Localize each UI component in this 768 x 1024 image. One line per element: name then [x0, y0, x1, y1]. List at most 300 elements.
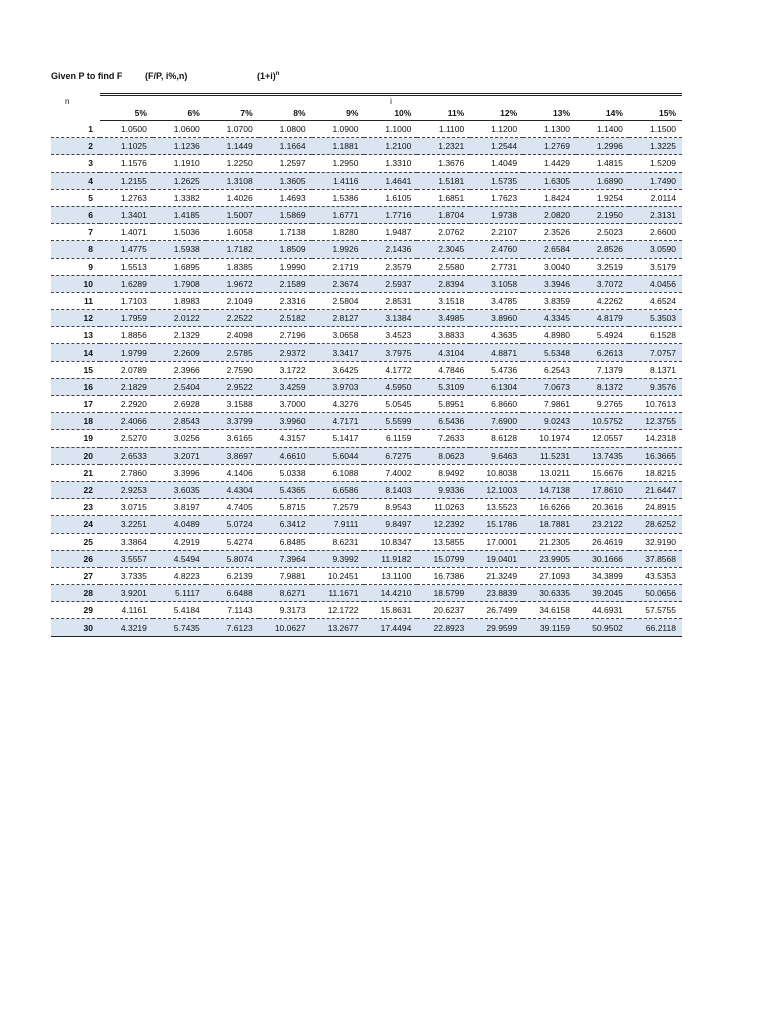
factor-cell: 14.4210	[380, 588, 412, 599]
factor-cell: 3.3864	[120, 536, 147, 547]
factor-cell: 4.1772	[385, 364, 412, 375]
factor-cell: 15.1786	[486, 519, 518, 530]
factor-cell: 1.4429	[544, 158, 571, 169]
table-row	[51, 447, 682, 464]
factor-cell: 3.0040	[544, 261, 571, 272]
factor-cell: 1.4775	[120, 244, 147, 255]
factor-cell: 17.8610	[592, 485, 623, 496]
factor-cell: 6.2613	[596, 347, 623, 358]
factor-cell: 39.1159	[539, 622, 571, 633]
table-body	[51, 121, 682, 637]
factor-cell: 66.2118	[645, 622, 676, 633]
factor-cell: 14.7138	[539, 485, 571, 496]
factor-cell: 1.0800	[279, 124, 306, 135]
factor-cell: 1.5386	[332, 192, 359, 203]
table-row	[51, 292, 682, 309]
factor-cell: 10.2451	[327, 570, 359, 581]
factor-cell: 4.3157	[279, 433, 306, 444]
factor-cell: 57.5755	[645, 605, 676, 616]
period-cell: 8	[88, 244, 93, 255]
factor-cell: 34.6158	[539, 605, 571, 616]
factor-cell: 1.1025	[120, 141, 147, 152]
period-cell: 1	[88, 123, 93, 134]
table-row	[51, 172, 682, 189]
period-cell: 24	[83, 519, 93, 530]
factor-cell: 1.9738	[491, 210, 518, 221]
factor-cell: 4.3276	[332, 399, 359, 410]
factor-cell: 2.2920	[120, 399, 147, 410]
factor-cell: 9.3173	[279, 605, 306, 616]
factor-cell: 6.1088	[332, 467, 359, 478]
period-cell: 23	[83, 502, 93, 513]
factor-cell: 15.0799	[433, 553, 465, 564]
factor-cell: 11.0263	[434, 502, 465, 513]
factor-cell: 1.2100	[385, 141, 412, 152]
factor-cell: 2.3966	[173, 364, 200, 375]
factor-cell: 8.9492	[438, 467, 465, 478]
factor-cell: 5.3503	[650, 313, 676, 324]
period-cell: 16	[83, 381, 93, 392]
factor-cell: 12.0557	[592, 433, 623, 444]
factor-cell: 3.4785	[491, 295, 518, 306]
factor-cell: 3.0715	[120, 502, 147, 513]
factor-cell: 15.6676	[592, 467, 623, 478]
factor-cell: 1.4049	[491, 158, 518, 169]
table-row	[51, 602, 682, 619]
factor-cell: 1.3310	[385, 158, 412, 169]
factor-notation: (F/P, i%,n)	[145, 71, 188, 81]
table-row	[51, 258, 682, 275]
factor-cell: 2.4066	[120, 416, 147, 427]
period-cell: 15	[83, 364, 93, 375]
factor-cell: 2.6533	[120, 450, 147, 461]
factor-cell: 1.2950	[332, 158, 359, 169]
factor-cell: 13.5855	[433, 536, 465, 547]
factor-table-container	[51, 93, 682, 637]
factor-cell: 1.2769	[544, 141, 571, 152]
factor-cell: 2.1589	[279, 278, 306, 289]
factor-cell: 9.0243	[544, 416, 571, 427]
factor-cell: 1.6771	[332, 210, 359, 221]
factor-cell: 3.2519	[596, 261, 623, 272]
factor-cell: 7.2579	[332, 502, 359, 513]
factor-cell: 9.9336	[438, 485, 465, 496]
factor-cell: 3.0590	[650, 244, 676, 255]
factor-cell: 1.8983	[173, 295, 200, 306]
table-row	[51, 413, 682, 430]
factor-cell: 20.6237	[433, 605, 465, 616]
period-cell: 5	[88, 192, 93, 203]
formula-base: (1+i)	[257, 71, 276, 81]
factor-cell: 1.7623	[491, 192, 518, 203]
factor-cell: 6.5436	[438, 416, 465, 427]
factor-cell: 1.9990	[279, 261, 306, 272]
factor-cell: 21.3249	[486, 570, 518, 581]
title-given: Given P to find F	[51, 71, 123, 81]
factor-cell: 2.7860	[120, 467, 147, 478]
factor-cell: 2.0820	[544, 210, 571, 221]
factor-cell: 2.5785	[226, 347, 253, 358]
factor-cell: 5.5599	[385, 416, 412, 427]
factor-cell: 20.3616	[592, 502, 623, 513]
factor-cell: 3.5179	[650, 261, 676, 272]
factor-cell: 3.1384	[385, 313, 412, 324]
factor-cell: 6.8485	[279, 536, 306, 547]
factor-cell: 7.0673	[544, 381, 571, 392]
factor-cell: 4.5950	[385, 381, 412, 392]
factor-cell: 30.1666	[592, 553, 623, 564]
period-cell: 13	[83, 330, 93, 341]
factor-cell: 11.9182	[381, 553, 412, 564]
factor-cell: 1.7103	[120, 295, 147, 306]
factor-cell: 6.2139	[226, 570, 253, 581]
table-row	[51, 327, 682, 344]
factor-cell: 1.5869	[279, 210, 306, 221]
factor-cell: 1.7490	[650, 175, 676, 186]
factor-cell: 1.0500	[120, 124, 147, 135]
factor-cell: 3.1058	[491, 278, 518, 289]
table-row	[51, 619, 682, 636]
factor-cell: 50.9502	[592, 622, 623, 633]
factor-cell: 1.4071	[120, 227, 147, 238]
factor-cell: 1.6305	[544, 175, 571, 186]
factor-cell: 18.7881	[539, 519, 571, 530]
factor-cell: 2.8526	[596, 244, 623, 255]
factor-cell: 13.0211	[539, 467, 571, 478]
factor-cell: 4.3635	[491, 330, 518, 341]
interest-group-header: i	[390, 97, 392, 106]
factor-cell: 1.5735	[491, 175, 518, 186]
factor-cell: 1.0600	[173, 124, 200, 135]
factor-cell: 1.2321	[438, 141, 465, 152]
factor-cell: 23.2122	[592, 519, 623, 530]
factor-cell: 1.1200	[491, 124, 518, 135]
period-cell: 10	[83, 278, 93, 289]
table-row	[51, 224, 682, 241]
factor-cell: 2.1436	[385, 244, 412, 255]
factor-cell: 8.1372	[596, 381, 623, 392]
factor-cell: 3.6165	[226, 433, 253, 444]
factor-cell: 1.3225	[650, 141, 676, 152]
factor-cell: 9.2765	[596, 399, 623, 410]
factor-cell: 1.1400	[596, 124, 623, 135]
factor-cell: 1.9926	[332, 244, 359, 255]
factor-cell: 34.3899	[592, 570, 623, 581]
table-row	[51, 499, 682, 516]
period-cell: 30	[83, 622, 93, 633]
factor-cell: 4.7846	[438, 364, 465, 375]
rate-header: 15%	[629, 107, 682, 121]
factor-cell: 1.6289	[120, 278, 147, 289]
factor-cell: 2.7590	[226, 364, 253, 375]
period-cell: 6	[88, 210, 93, 221]
factor-cell: 3.9703	[332, 381, 359, 392]
period-cell: 7	[88, 227, 93, 238]
factor-cell: 5.1417	[332, 433, 359, 444]
factor-cell: 16.6266	[539, 502, 571, 513]
factor-cell: 2.3579	[385, 261, 412, 272]
table-row	[51, 138, 682, 155]
factor-cell: 1.7138	[279, 227, 306, 238]
factor-cell: 26.7499	[486, 605, 518, 616]
factor-cell: 50.0656	[645, 588, 676, 599]
factor-cell: 3.9960	[279, 416, 306, 427]
period-cell: 17	[83, 399, 93, 410]
rate-header: 14%	[576, 107, 629, 121]
factor-cell: 1.5938	[173, 244, 200, 255]
factor-cell: 1.2763	[120, 192, 147, 203]
factor-cell: 1.1000	[385, 124, 412, 135]
factor-cell: 2.5182	[279, 313, 306, 324]
factor-cell: 1.6890	[596, 175, 623, 186]
factor-cell: 1.3382	[173, 192, 200, 203]
factor-cell: 2.2522	[226, 313, 253, 324]
factor-cell: 1.4815	[596, 158, 623, 169]
table-row	[51, 206, 682, 223]
factor-cell: 1.6851	[438, 192, 465, 203]
factor-cell: 7.4002	[385, 467, 412, 478]
factor-cell: 2.5937	[385, 278, 412, 289]
factor-cell: 1.8385	[226, 261, 253, 272]
factor-cell: 2.4760	[491, 244, 518, 255]
period-cell: 2	[88, 141, 93, 152]
factor-table	[51, 96, 682, 637]
factor-cell: 10.5752	[592, 416, 623, 427]
factor-cell: 12.2392	[433, 519, 465, 530]
factor-cell: 3.8697	[226, 450, 253, 461]
factor-cell: 43.5353	[645, 570, 676, 581]
factor-cell: 7.1143	[227, 605, 253, 616]
factor-cell: 3.4985	[438, 313, 465, 324]
factor-cell: 5.8074	[226, 553, 253, 564]
factor-cell: 1.3676	[438, 158, 465, 169]
factor-cell: 1.0700	[226, 124, 253, 135]
rate-header: 12%	[470, 107, 523, 121]
factor-cell: 2.6600	[650, 227, 676, 238]
factor-cell: 2.3045	[438, 244, 465, 255]
rate-header: 5%	[100, 107, 153, 121]
factor-cell: 6.2543	[544, 364, 571, 375]
factor-cell: 1.9254	[596, 192, 623, 203]
factor-cell: 1.5007	[226, 210, 253, 221]
period-cell: 12	[83, 313, 93, 324]
factor-cell: 3.0658	[332, 330, 359, 341]
factor-cell: 8.1403	[385, 485, 412, 496]
factor-cell: 4.6610	[279, 450, 306, 461]
factor-cell: 1.7716	[385, 210, 412, 221]
factor-cell: 6.6586	[332, 485, 359, 496]
factor-cell: 4.7171	[332, 416, 359, 427]
factor-cell: 9.3992	[332, 553, 359, 564]
factor-cell: 1.5209	[650, 158, 676, 169]
factor-cell: 4.2262	[596, 295, 623, 306]
factor-cell: 3.7335	[120, 570, 147, 581]
factor-cell: 2.9372	[279, 347, 306, 358]
factor-cell: 2.1049	[226, 295, 253, 306]
factor-cell: 1.4026	[226, 192, 253, 203]
factor-cell: 44.6931	[592, 605, 623, 616]
factor-cell: 6.7275	[385, 450, 412, 461]
factor-cell: 9.8497	[385, 519, 412, 530]
factor-cell: 5.8951	[438, 399, 465, 410]
factor-cell: 1.2155	[120, 175, 147, 186]
factor-cell: 6.3412	[279, 519, 306, 530]
table-row	[51, 585, 682, 602]
rate-header: 9%	[312, 107, 365, 121]
table-row	[51, 464, 682, 481]
factor-cell: 3.8359	[544, 295, 571, 306]
factor-cell: 8.6128	[491, 433, 518, 444]
factor-cell: 2.9253	[120, 485, 147, 496]
factor-cell: 2.3674	[332, 278, 359, 289]
factor-cell: 9.3576	[650, 381, 676, 392]
factor-cell: 2.8531	[385, 295, 412, 306]
factor-cell: 2.3316	[279, 295, 306, 306]
factor-cell: 1.2250	[226, 158, 253, 169]
factor-cell: 1.1449	[226, 141, 253, 152]
factor-cell: 1.7959	[120, 313, 147, 324]
table-row	[51, 430, 682, 447]
factor-cell: 2.6584	[544, 244, 571, 255]
factor-cell: 1.1881	[332, 141, 359, 152]
formula-exponent: n	[275, 71, 280, 77]
factor-cell: 1.4641	[385, 175, 412, 186]
table-row	[51, 189, 682, 206]
factor-cell: 21.6447	[645, 485, 676, 496]
factor-cell: 1.2625	[173, 175, 200, 186]
factor-cell: 5.0545	[385, 399, 412, 410]
factor-cell: 2.5023	[596, 227, 623, 238]
factor-cell: 2.7731	[491, 261, 518, 272]
period-cell: 25	[83, 536, 93, 547]
table-row	[51, 275, 682, 292]
table-row	[51, 361, 682, 378]
factor-cell: 4.2919	[173, 536, 200, 547]
factor-cell: 1.0900	[332, 124, 359, 135]
table-row	[51, 310, 682, 327]
factor-cell: 5.4736	[491, 364, 518, 375]
factor-cell: 5.0338	[279, 467, 306, 478]
factor-cell: 1.1500	[650, 124, 676, 135]
factor-cell: 1.8704	[438, 210, 465, 221]
factor-cell: 17.4494	[380, 622, 412, 633]
table-row	[51, 378, 682, 395]
factor-cell: 2.2107	[491, 227, 518, 238]
factor-cell: 2.6928	[173, 399, 200, 410]
factor-cell: 1.8280	[332, 227, 359, 238]
factor-cell: 2.4098	[226, 330, 253, 341]
factor-cell: 13.5523	[486, 502, 518, 513]
factor-cell: 1.7908	[173, 278, 200, 289]
factor-cell: 2.7196	[279, 330, 306, 341]
factor-cell: 3.7000	[279, 399, 306, 410]
factor-cell: 2.3526	[544, 227, 571, 238]
factor-cell: 1.9799	[120, 347, 147, 358]
factor-cell: 2.8394	[438, 278, 465, 289]
factor-cell: 5.0724	[226, 519, 253, 530]
factor-cell: 4.5494	[173, 553, 200, 564]
factor-cell: 1.2996	[596, 141, 623, 152]
factor-cell: 3.8960	[491, 313, 518, 324]
factor-cell: 1.2544	[491, 141, 518, 152]
factor-cell: 4.0456	[650, 278, 676, 289]
factor-cell: 2.0122	[173, 313, 200, 324]
factor-cell: 4.6524	[650, 295, 676, 306]
factor-cell: 3.2251	[120, 519, 147, 530]
factor-cell: 1.8856	[120, 330, 147, 341]
factor-cell: 3.4523	[385, 330, 412, 341]
factor-cell: 16.7386	[433, 570, 465, 581]
factor-cell: 4.3219	[120, 622, 147, 633]
factor-cell: 4.8871	[491, 347, 518, 358]
factor-cell: 4.1161	[121, 605, 147, 616]
factor-cell: 4.3104	[438, 347, 465, 358]
factor-cell: 13.1100	[381, 570, 412, 581]
table-row	[51, 121, 682, 138]
factor-cell: 1.1910	[173, 158, 200, 169]
table-row	[51, 481, 682, 498]
factor-cell: 5.1117	[175, 588, 200, 599]
factor-cell: 5.4274	[226, 536, 253, 547]
factor-cell: 1.4116	[333, 175, 359, 186]
period-cell: 4	[88, 175, 93, 186]
factor-cell: 5.5348	[544, 347, 571, 358]
factor-cell: 8.0623	[438, 450, 465, 461]
factor-cell: 1.6105	[385, 192, 412, 203]
factor-cell: 1.8424	[544, 192, 571, 203]
factor-cell: 1.1300	[544, 124, 571, 135]
factor-cell: 12.3755	[645, 416, 676, 427]
factor-cell: 4.7405	[226, 502, 253, 513]
factor-cell: 1.2597	[279, 158, 306, 169]
factor-formula	[257, 71, 279, 81]
factor-cell: 13.7435	[592, 450, 623, 461]
rate-header: 7%	[206, 107, 259, 121]
rate-header-row	[51, 107, 682, 121]
factor-cell: 1.5036	[173, 227, 200, 238]
factor-cell: 29.9599	[486, 622, 518, 633]
factor-cell: 12.1722	[327, 605, 359, 616]
factor-cell: 12.1003	[486, 485, 518, 496]
factor-cell: 6.8660	[491, 399, 518, 410]
table-row	[51, 567, 682, 584]
factor-cell: 6.6488	[226, 588, 253, 599]
period-cell: 9	[88, 261, 93, 272]
factor-cell: 5.4924	[596, 330, 623, 341]
factor-cell: 4.0489	[173, 519, 200, 530]
factor-cell: 19.0401	[486, 553, 518, 564]
factor-cell: 3.5557	[120, 553, 147, 564]
factor-cell: 3.8833	[438, 330, 465, 341]
factor-cell: 6.1528	[650, 330, 676, 341]
factor-cell: 3.1722	[279, 364, 306, 375]
factor-cell: 1.1236	[173, 141, 200, 152]
factor-cell: 9.6463	[491, 450, 518, 461]
period-cell: 18	[83, 416, 93, 427]
factor-cell: 13.2677	[327, 622, 359, 633]
factor-cell: 4.8179	[596, 313, 623, 324]
factor-cell: 1.1100	[438, 124, 465, 135]
table-row	[51, 155, 682, 172]
factor-cell: 5.4365	[279, 485, 306, 496]
factor-cell: 2.3131	[650, 210, 676, 221]
factor-cell: 7.2633	[438, 433, 465, 444]
factor-cell: 7.9861	[544, 399, 571, 410]
factor-cell: 28.6252	[645, 519, 676, 530]
factor-cell: 2.8127	[332, 313, 359, 324]
factor-cell: 6.1304	[491, 381, 518, 392]
table-row	[51, 396, 682, 413]
